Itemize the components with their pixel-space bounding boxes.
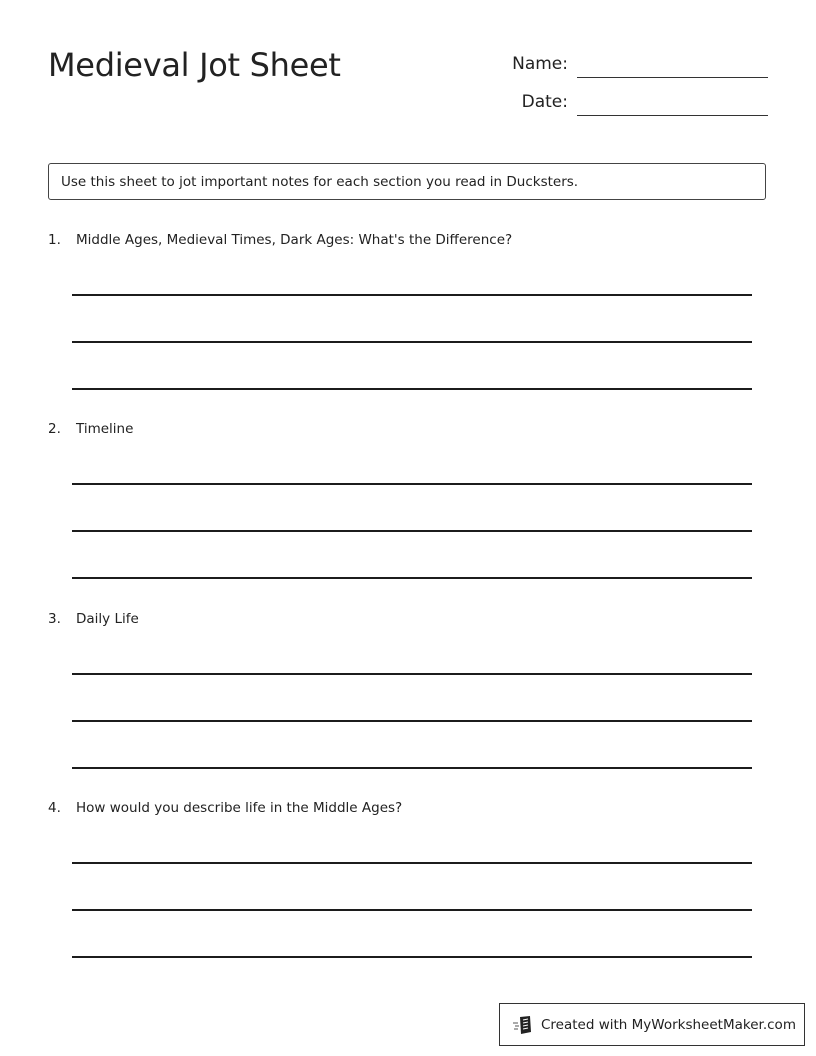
date-field-row: [490, 86, 768, 116]
answer-line[interactable]: [72, 388, 752, 390]
answer-line[interactable]: [72, 530, 752, 532]
question-number: 3.: [48, 611, 61, 627]
name-label: Name:: [512, 54, 568, 74]
instructions-box: [48, 163, 766, 200]
question-text: Middle Ages, Medieval Times, Dark Ages: What's the Difference?: [76, 232, 513, 248]
footer-badge[interactable]: [499, 1003, 805, 1046]
answer-line[interactable]: [72, 767, 752, 769]
question-text: How would you describe life in the Middle Ages?: [76, 800, 403, 816]
name-input-line[interactable]: [577, 77, 768, 78]
question-text: Timeline: [76, 421, 134, 437]
answer-line[interactable]: [72, 483, 752, 485]
date-input-line[interactable]: [577, 115, 768, 116]
answer-line[interactable]: [72, 720, 752, 722]
question-number: 1.: [48, 232, 61, 248]
answer-line[interactable]: [72, 956, 752, 958]
answer-line[interactable]: [72, 294, 752, 296]
name-field-row: [490, 48, 768, 78]
date-label: Date:: [521, 92, 568, 112]
answer-line[interactable]: [72, 909, 752, 911]
answer-line[interactable]: [72, 341, 752, 343]
worksheet-maker-logo-icon: [512, 1015, 534, 1035]
question-text: Daily Life: [76, 611, 139, 627]
answer-line[interactable]: [72, 673, 752, 675]
instructions-text: Use this sheet to jot important notes for each section you read in Ducksters.: [61, 174, 579, 190]
footer-text: Created with MyWorksheetMaker.com: [541, 1017, 796, 1033]
question-number: 2.: [48, 421, 61, 437]
answer-line[interactable]: [72, 577, 752, 579]
answer-line[interactable]: [72, 862, 752, 864]
page-title: Medieval Jot Sheet: [48, 46, 341, 84]
question-number: 4.: [48, 800, 61, 816]
